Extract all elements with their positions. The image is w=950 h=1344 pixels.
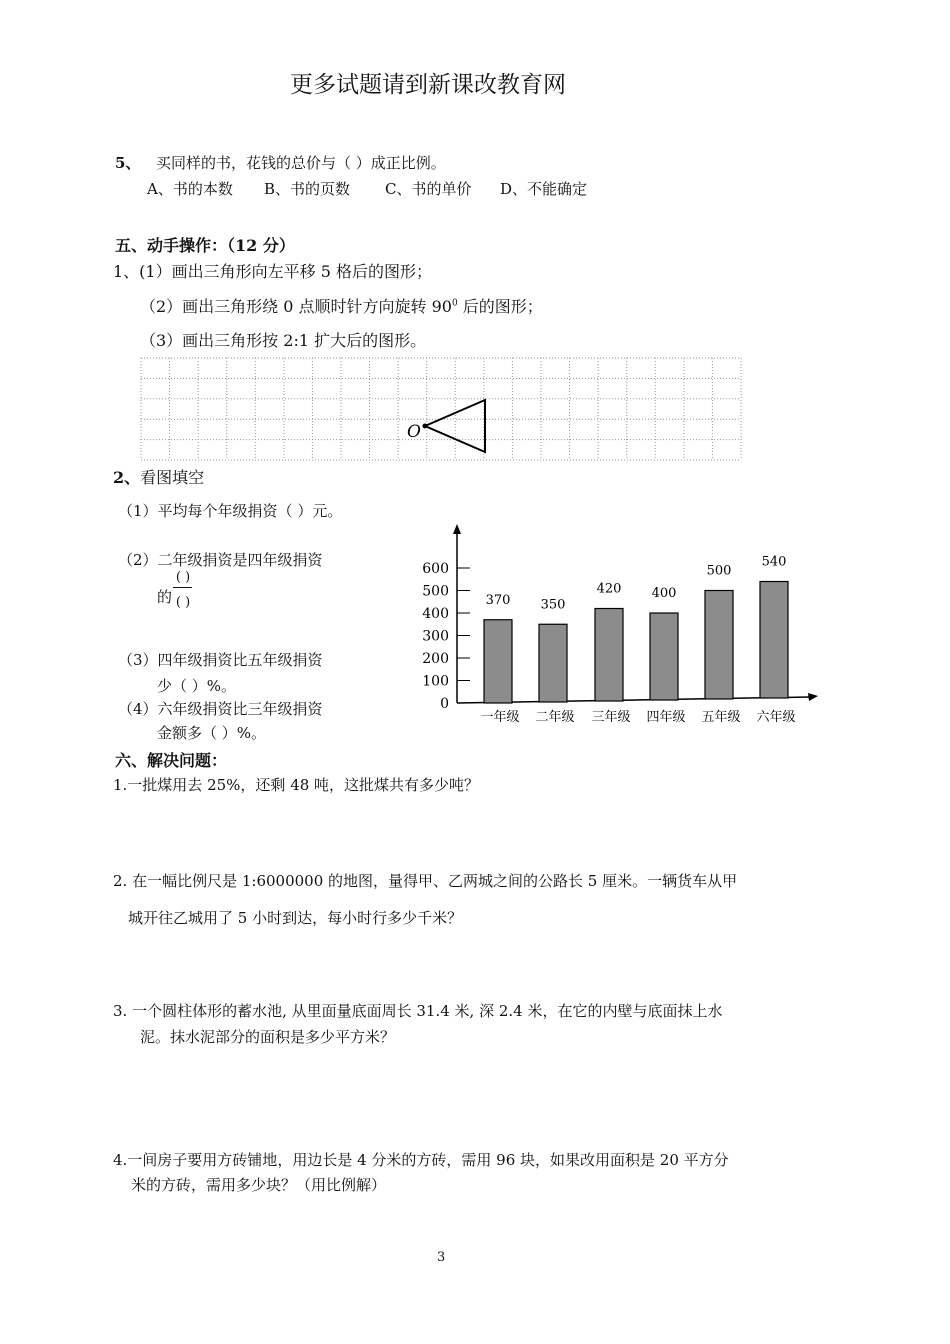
fraction-numerator: ( ) (175, 570, 191, 585)
page-title: 更多试题请到新课改教育网 (290, 72, 566, 98)
task2-sub4-line2: 金额多（ ）%。 (157, 724, 267, 742)
bar-value-label: 500 (706, 563, 732, 579)
task2-heading-text: 看图填空 (140, 468, 205, 487)
bar-value-label: 350 (540, 597, 566, 613)
q5-option-b: B、书的页数 (264, 180, 351, 198)
task2-sub3-line2: 少（ ）%。 (157, 677, 237, 695)
bar (760, 582, 788, 699)
task2-sub3-line1: （3）四年级捐资比五年级捐资 (118, 651, 323, 669)
page-number: 3 (437, 1250, 446, 1265)
problem-3-line1: 3. 一个圆柱体形的蓄水池, 从里面量底面周长 31.4 米, 深 2.4 米，在它的内壁与底面抹上水 (113, 1002, 723, 1020)
q5-option-c: C、书的单价 (385, 180, 472, 198)
x-axis-arrow (808, 693, 818, 701)
y-tick-label: 200 (422, 651, 449, 667)
q5-option-d: D、不能确定 (500, 180, 588, 198)
point-o-label: O (407, 422, 421, 442)
bar (650, 613, 678, 700)
x-category-label: 一年级 (480, 710, 520, 725)
x-category-label: 五年级 (701, 710, 741, 725)
q5-stem: 买同样的书，花钱的总价与（ ）成正比例。 (156, 154, 446, 172)
task2-sub2-line1: （2）二年级捐资是四年级捐资 (118, 551, 323, 569)
problem-1: 1.一批煤用去 25%，还剩 48 吨，这批煤共有多少吨？ (113, 776, 480, 794)
q5-option-a: A、书的本数 (147, 180, 233, 198)
task2-sub1: （1）平均每个年级捐资（ ）元。 (118, 502, 343, 520)
bar (705, 591, 733, 700)
y-tick-label: 300 (422, 628, 449, 645)
x-category-label: 六年级 (756, 710, 796, 725)
bar-value-label: 370 (485, 592, 511, 608)
section5-heading: 五、动手操作：（12 分） (115, 236, 295, 255)
task2-number: 2、 (113, 468, 141, 487)
degree-mark: 0 (451, 298, 458, 309)
problem-2-line2: 城开往乙城用了 5 小时到达，每小时行多少千米？ (128, 909, 463, 927)
x-category-label: 四年级 (646, 710, 686, 725)
bar-value-label: 540 (761, 554, 787, 570)
task1-line2-text: （2）画出三角形绕 0 点顺时针方向旋转 90 (140, 297, 452, 316)
y-tick-label: 0 (440, 696, 449, 712)
problem-4-line1: 4.一间房子要用方砖铺地，用边长是 4 分米的方砖，需用 96 块，如果改用面积是 20 平方分 (113, 1151, 729, 1169)
problem-2-line1: 2. 在一幅比例尺是 1:6000000 的地图，量得甲、乙两城之间的公路长 5 厘米。一辆货车从甲 (113, 872, 738, 890)
problem-3-line2: 泥。抹水泥部分的面积是多少平方米？ (140, 1028, 396, 1046)
bar (484, 620, 512, 703)
task1-line2-suffix: 后的图形； (457, 297, 543, 316)
y-tick-label: 400 (422, 606, 449, 622)
task1-line1: 1、(1）画出三角形向左平移 5 格后的图形； (113, 262, 432, 281)
section6-heading: 六、解决问题： (115, 751, 228, 770)
task1-line3: （3）画出三角形按 2:1 扩大后的图形。 (140, 331, 427, 350)
bar-chart-content (422, 524, 818, 725)
y-axis-arrow (453, 524, 461, 534)
task2-sub2-line2: 的 (157, 588, 173, 606)
x-category-label: 二年级 (535, 710, 575, 725)
q5-number: 5、 (115, 154, 141, 172)
y-tick-label: 100 (422, 673, 449, 690)
bar-value-label: 420 (596, 581, 622, 597)
bar (539, 624, 567, 702)
bar (595, 609, 623, 702)
problem-4-line2: 米的方砖，需用多少块？（用比例解） (131, 1176, 387, 1194)
fraction-denominator: ( ) (175, 595, 191, 610)
task2-sub4-line1: （4）六年级捐资比三年级捐资 (118, 700, 323, 718)
bar-value-label: 400 (651, 586, 677, 601)
y-tick-label: 500 (422, 583, 449, 600)
y-tick-label: 600 (422, 561, 449, 577)
x-category-label: 三年级 (591, 710, 631, 725)
